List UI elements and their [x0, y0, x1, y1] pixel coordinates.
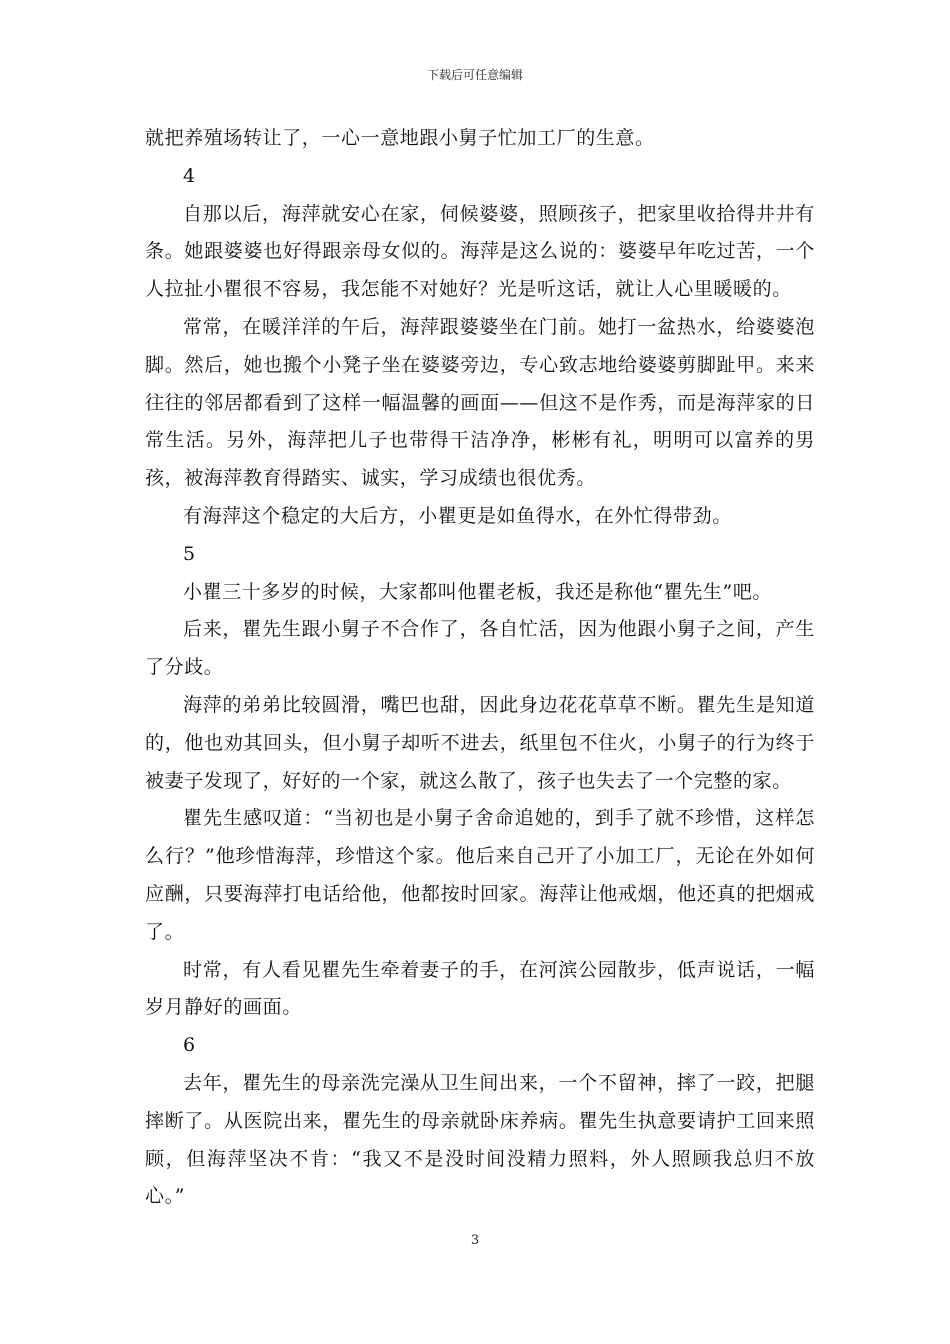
paragraph: 时常，有人看见瞿先生牵着妻子的手，在河滨公园散步，低声说话，一幅岁月静好的画面。: [145, 958, 815, 1019]
paragraph: 去年，瞿先生的母亲洗完澡从卫生间出来，一个不留神，摔了一跤，把腿摔断了。从医院出来，瞿先生的母亲就卧床养病。瞿先生执意要请护工回来照顾，但海萍坚决不肯：“我又不是没时间没精力照料，外人照顾我总归不放心。”: [145, 1071, 815, 1208]
section-number: 4: [183, 164, 196, 187]
paragraph: 自那以后，海萍就安心在家，伺候婆婆，照顾孩子，把家里收拾得井井有条。她跟婆婆也好得跟亲母女似的。海萍是这么说的：婆婆早年吃过苦，一个人拉扯小瞿很不容易，我怎能不对她好？光是听这话，就让人心里暖暖的。: [145, 202, 815, 301]
paragraph: 后来，瞿先生跟小舅子不合作了，各自忙活，因为他跟小舅子之间，产生了分歧。: [145, 618, 815, 679]
page-number: 3: [470, 1233, 480, 1248]
section-number: 6: [183, 1034, 196, 1057]
paragraph: 小瞿三十多岁的时候，大家都叫他瞿老板，我还是称他“瞿先生”吧。: [183, 580, 773, 603]
paragraph: 海萍的弟弟比较圆滑，嘴巴也甜，因此身边花花草草不断。瞿先生是知道的，他也劝其回头，但小舅子却听不进去，纸里包不住火，小舅子的行为终于被妻子发现了，好好的一个家，就这么散了，孩子也失去了一个完整的家。: [145, 693, 815, 792]
document-body: [145, 120, 815, 1216]
page-header: 下载后可任意编辑: [426, 68, 523, 82]
section-number: 5: [183, 542, 196, 565]
paragraph: 就把养殖场转让了，一心一意地跟小舅子忙加工厂的生意。: [145, 127, 655, 149]
paragraph: 瞿先生感叹道：“当初也是小舅子舍命追她的，到手了就不珍惜，这样怎么行？”他珍惜海萍，珍惜这个家。他后来自己开了小加工厂，无论在外如何应酬，只要海萍打电话给他，他都按时回家。海萍让他戒烟，他还真的把烟戒了。: [145, 807, 815, 943]
paragraph: 常常，在暖洋洋的午后，海萍跟婆婆坐在门前。她打一盆热水，给婆婆泡脚。然后，她也搬个小凳子坐在婆婆旁边，专心致志地给婆婆剪脚趾甲。来来往往的邻居都看到了这样一幅温馨的画面——但这不是作秀，而是海萍家的日常生活。另外，海萍把儿子也带得干洁净净，彬彬有礼，明明可以富养的男孩，被海萍教育得踏实、诚实，学习成绩也很优秀。: [145, 315, 815, 490]
paragraph: 有海萍这个稳定的大后方，小瞿更是如鱼得水，在外忙得带劲。: [183, 504, 732, 527]
